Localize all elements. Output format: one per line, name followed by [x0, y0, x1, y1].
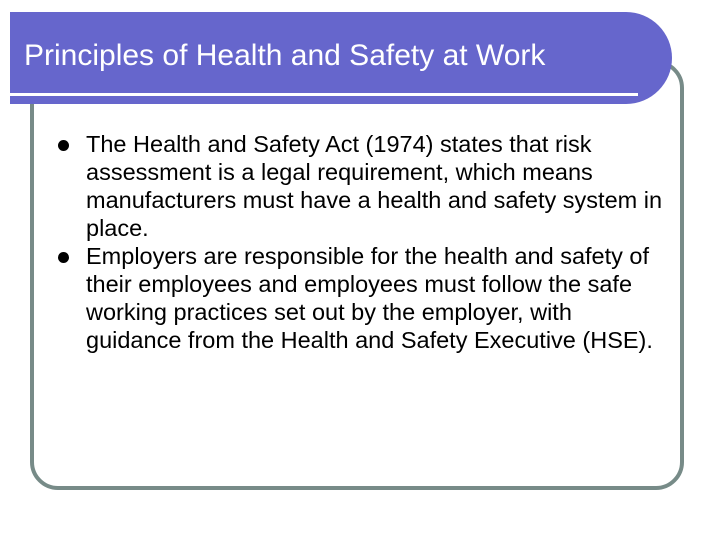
- bullet-list: [56, 130, 668, 354]
- slide-title: Principles of Health and Safety at Work: [24, 39, 546, 72]
- bullet-dot-icon: [58, 140, 69, 151]
- bullet-text: The Health and Safety Act (1974) states that risk assessment is a legal requirement, which means manufacturers must have a health and safety system in place.: [86, 131, 663, 241]
- bullet-item: [56, 130, 668, 242]
- bullet-item: [56, 242, 668, 354]
- title-underline: [10, 93, 638, 96]
- bullet-text: Employers are responsible for the health and safety of their employees and employees must follow the safe working practices set out by the employer, with guidance from the Health and Safety Executive (HSE).: [86, 243, 653, 353]
- bullet-dot-icon: [58, 252, 69, 263]
